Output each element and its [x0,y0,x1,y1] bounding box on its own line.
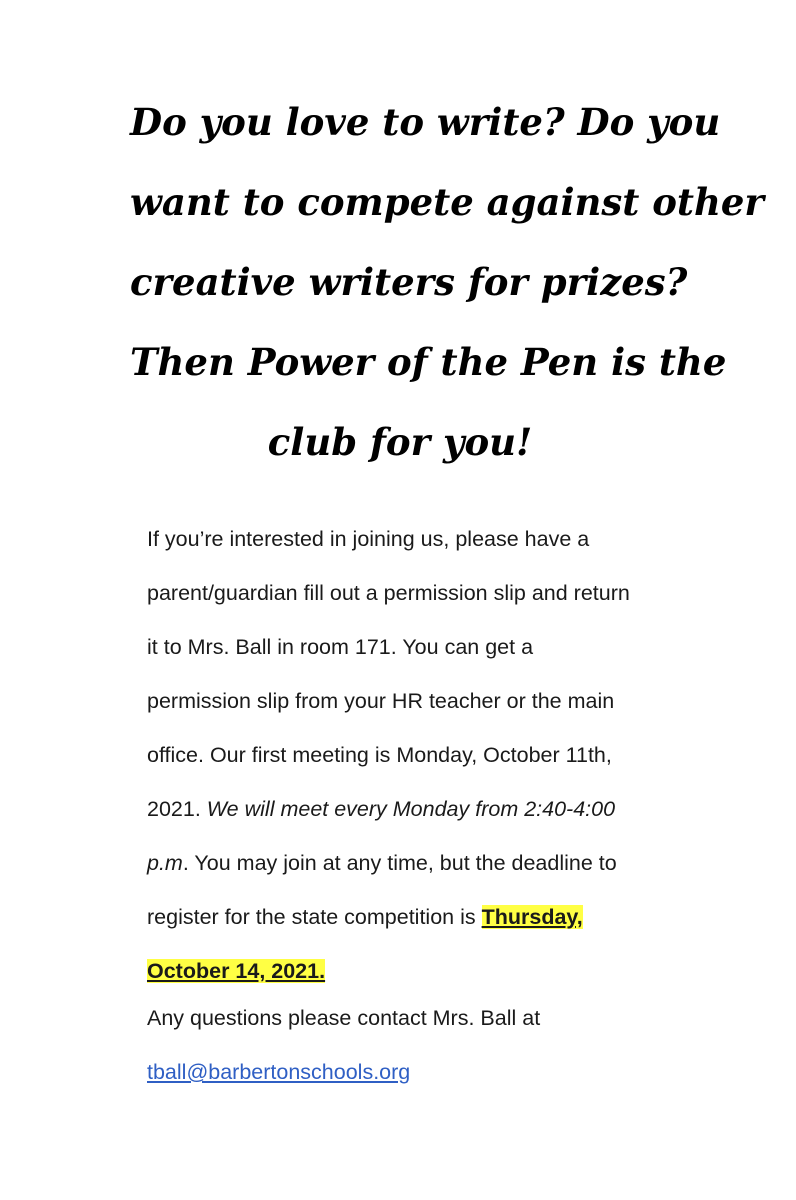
meeting-time-text: We will meet every Monday from 2:40-4:00 [206,797,616,821]
body-line: it to Mrs. Ball in room 171. You can get a [147,635,534,659]
body-line [147,890,707,944]
headline-line: Do you love to write? Do you [130,100,721,144]
email-link[interactable]: tball@barbertonschools.org [147,1060,411,1084]
deadline-highlight: Thursday, [481,905,583,929]
meeting-time-text: p.m [147,851,183,875]
body-paragraph [147,512,707,998]
deadline-highlight: October 14, 2021. [147,959,326,983]
body-line: permission slip from your HR teacher or the main [147,689,615,713]
body-line: parent/guardian fill out a permission slip and return [147,581,630,605]
body-line [147,836,707,890]
headline-line: club for you! [267,420,533,464]
body-text-plain: . You may join at any time, but the deadline to [182,851,617,875]
body-line [147,782,707,836]
headline [130,82,764,482]
body-line: office. Our first meeting is Monday, October 11th, [147,743,612,767]
body-text-plain: register for the state competition is [147,905,482,929]
contact-text: Any questions please contact Mrs. Ball at [147,1006,541,1030]
contact-section [147,991,707,1099]
headline-line: creative writers for prizes? [130,260,688,304]
contact-email-line [147,1045,707,1099]
body-text-plain: 2021. [147,797,207,821]
headline-line: Then Power of the Pen is the [130,340,727,384]
body-line [147,944,707,998]
body-line: If you’re interested in joining us, please have a [147,527,590,551]
headline-line: want to compete against other [130,180,764,224]
